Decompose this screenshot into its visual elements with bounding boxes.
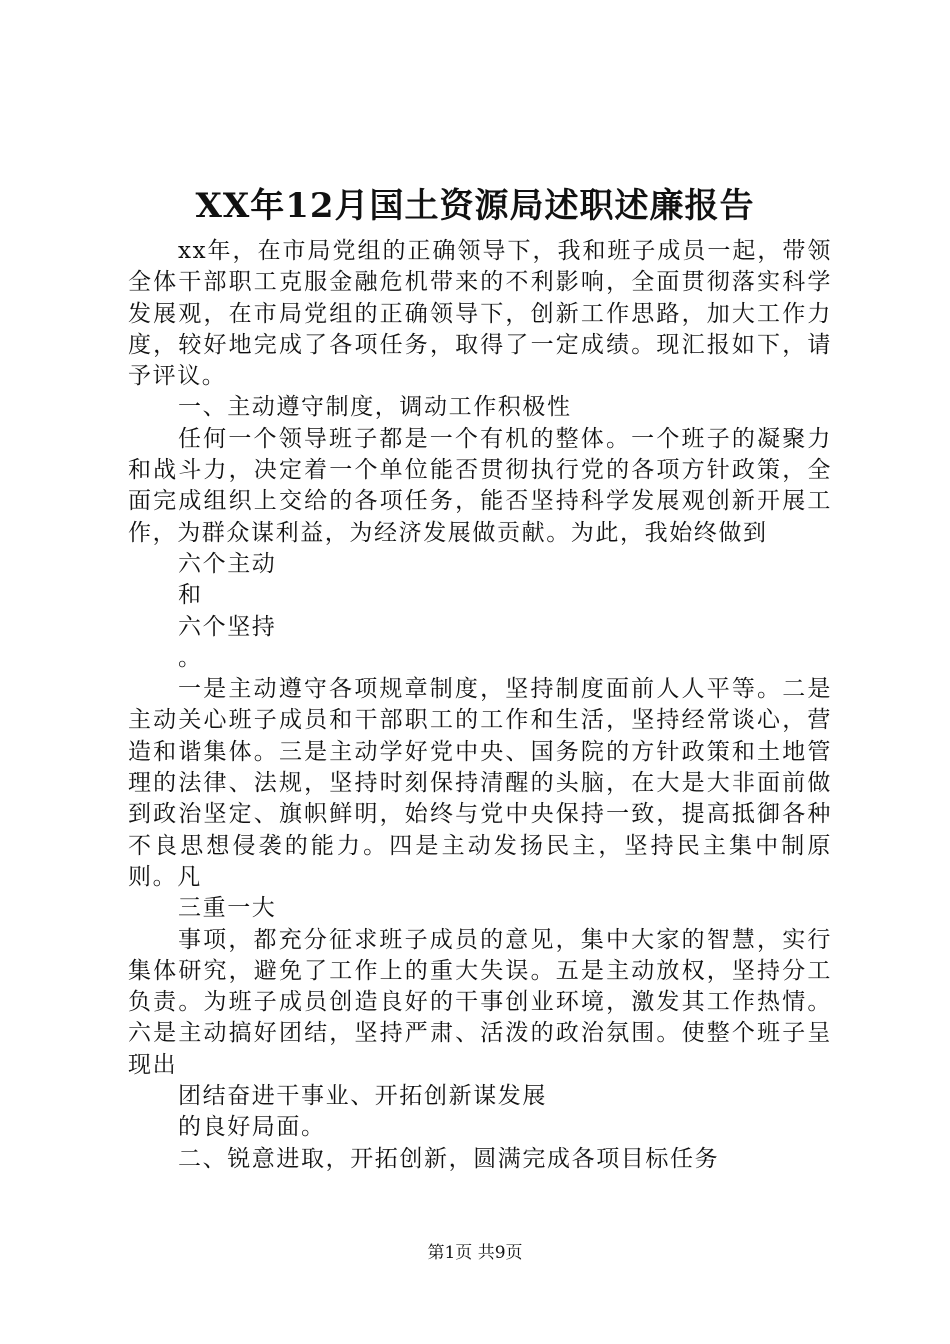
paragraph: xx年，在市局党组的正确领导下，我和班子成员一起，带领全体干部职工克服金融危机带来的不利影响，全面贯彻落实科学发展观，在市局党组的正确领导下，创新工作思路，加大工作力度，较好地完成了各项任务，取得了一定成绩。现汇报如下，请予评议。 [128, 238, 832, 390]
paragraph: 任何一个领导班子都是一个有机的整体。一个班子的凝聚力和战斗力，决定着一个单位能否贯彻执行党的各项方针政策，全面完成组织上交给的各项任务，能否坚持科学发展观创新开展工作，为群众谋利益，为经济发展做贡献。为此，我始终做到 [128, 425, 832, 546]
text-line: 三重一大 [178, 895, 277, 922]
document-body [128, 236, 832, 1175]
section-heading: 二、锐意进取，开拓创新，圆满完成各项目标任务 [178, 1145, 720, 1172]
text-line: 六个主动 [178, 550, 277, 577]
text-line: 团结奋进干事业、开拓创新谋发展 [178, 1083, 547, 1110]
text-line: 。 [178, 644, 203, 671]
section-heading: 一、主动遵守制度，调动工作积极性 [178, 394, 572, 421]
text-line: 六个坚持 [178, 613, 277, 640]
paragraph: 一是主动遵守各项规章制度，坚持制度面前人人平等。二是主动关心班子成员和干部职工的工作和生活，坚持经常谈心，营造和谐集体。三是主动学好党中央、国务院的方针政策和土地管理的法律、法规，坚持时刻保持清醒的头脑，在大是大非面前做到政治坚定、旗帜鲜明，始终与党中央保持一致，提高抵御各种不良思想侵袭的能力。四是主动发扬民主，坚持民主集中制原则。凡 [128, 676, 832, 890]
page-number-footer: 第1页 共9页 [427, 1243, 523, 1263]
document-title: XX年12月国土资源局述职述廉报告 [195, 186, 755, 226]
paragraph: 事项，都充分征求班子成员的意见，集中大家的智慧，实行集体研究，避免了工作上的重大失误。五是主动放权，坚持分工负责。为班子成员创造良好的干事创业环境，激发其工作热情。六是主动搞好团结，坚持严肃、活泼的政治氛围。使整个班子呈现出 [128, 926, 832, 1078]
text-line: 和 [178, 582, 203, 609]
text-line: 的良好局面。 [178, 1114, 326, 1141]
